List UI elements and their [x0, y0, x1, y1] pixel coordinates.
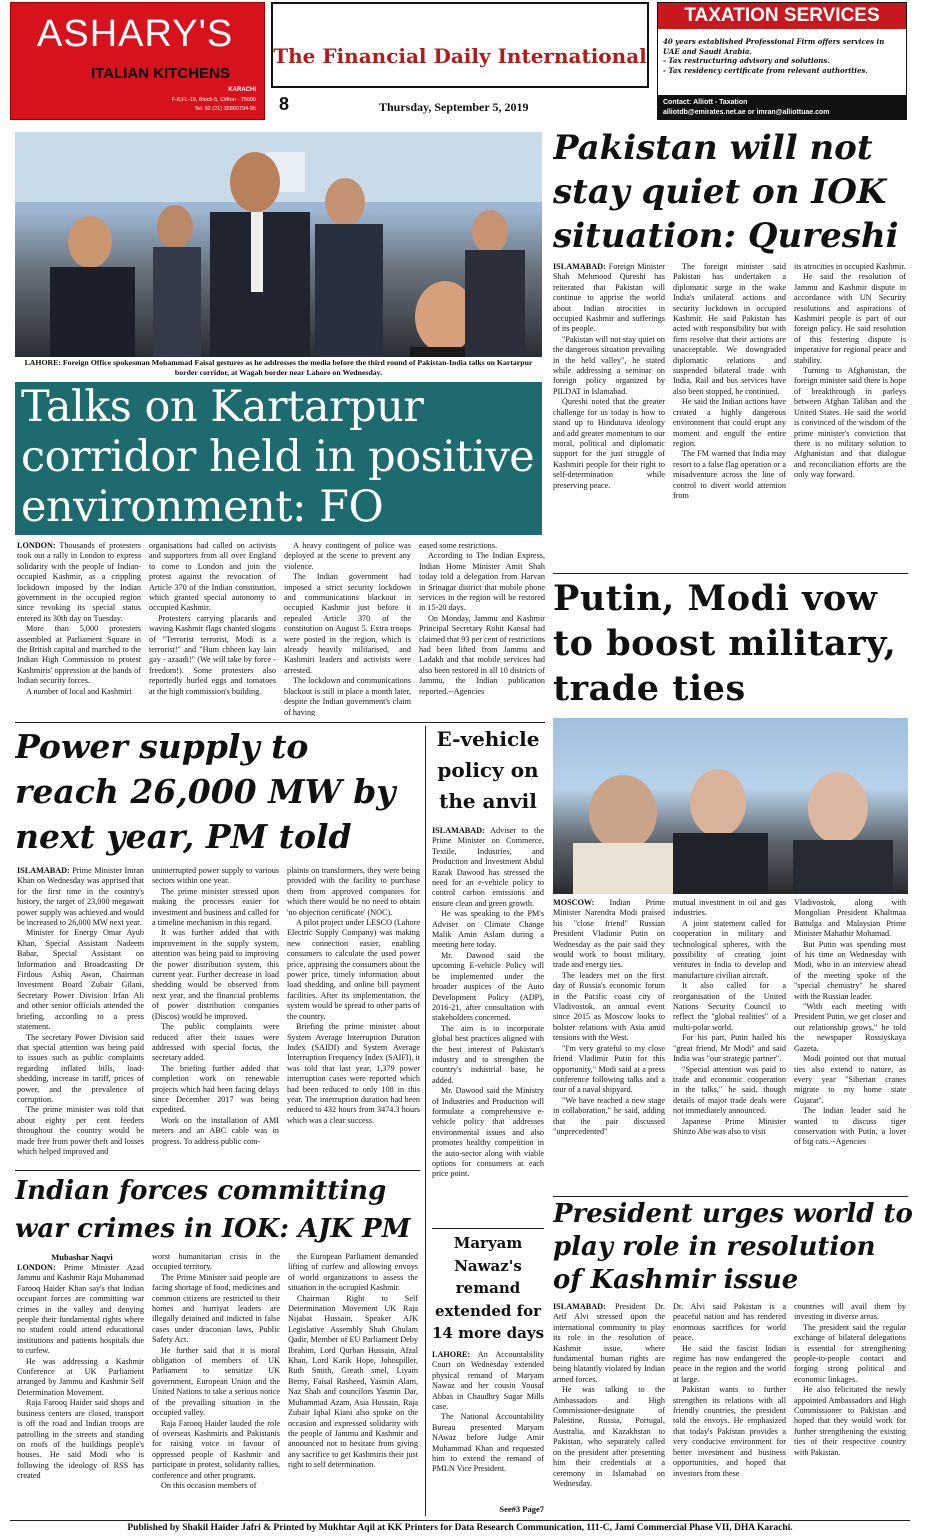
body-text: Protesters carrying placards and waving Kashmir flags chanted slogans of "Terrorist terrorist, Modi is a terrorist!" and "Hum chheen kay lain gay - azaadi!" (We will take by force - freedom!). Some protesters also reportedly hurled eggs and tomatoes at the high commission's building.: [149, 613, 276, 696]
evehicle-headline: E-vehicle policy on the anvil: [436, 727, 540, 813]
body-text: "We have reached a new stage in collaboration," he said, adding that the pair discussed "unprecedented": [553, 1095, 665, 1136]
ajk-byline: Mubashar Naqvi: [51, 1252, 113, 1262]
body-text: Mr. Dawood said the upcoming E-vehicle Policy will be implemented under the broader auspices of the Auto Development Policy (ADP), 2016-21, after consultation with stakeholders concerned.: [432, 950, 544, 1023]
body-text: The briefing further added that completion work on renewable projects which had been facing delays since December 2017 was being expedited.: [152, 1063, 279, 1115]
dateline: ISLAMABAD:: [432, 826, 485, 835]
body-text: It was further added that with improvement in the supply system, attention was being paid to improving the power distribution system, this current year. Further decrease in load shedding would be observed from next year, and the financial problems of power distribution companies (Discos) would be improved.: [152, 928, 279, 1021]
body-text: The lockdown and communications blackout is still in place a month later, despite the Indian government's claim of having: [284, 676, 411, 716]
rule: [432, 1228, 544, 1229]
kartarpur-photo-figures: [15, 132, 542, 357]
body-text: President Dr. Arif Alvi stressed upon the international community to play its role in the resolution of Kashmir issue, where fundamental human rights are being blatantly violated by Indian armed forces.: [553, 1302, 665, 1384]
body-text: More than 5,000 protesters assembled at Parliament Square in the British capital and marched to the Indian High Commission to protest Kashmiris' oppression at the hands of Indian security forces.: [17, 624, 141, 686]
body-text: On this occasion members of: [161, 1480, 257, 1490]
president-headline: President urges world to play role in resolution of Kashmir issue: [553, 1199, 913, 1295]
rule: [553, 573, 908, 574]
body-text: Prime Minister Azad Jammu and Kashmir Raja Muhammad Farooq Haider Khan say's that Indian occupant forces are committing war crimes in the valley and denying people their fundamental rights where no student could attend educational institutions and patients hospitals due to curfew.: [17, 1263, 144, 1356]
body-text: But Putin was spending most of his time on Wednesday with Modi, who in an interview ahead of the meeting spoke of the "special chemistry" he shared with the Russian leader.: [794, 939, 906, 1001]
president-col2: [673, 1302, 786, 1518]
rule: [15, 1170, 420, 1171]
body-text: organisations had called on activists and supporters from all over England to come to London and join the protest against the revocation of Article 370 of the Indian constitution, which granted special autonomy to occupied Kashmir.: [149, 541, 276, 613]
body-text: uninterrupted power supply to various sectors within one year.: [152, 866, 279, 886]
kartarpur-col3: [284, 541, 411, 716]
body-text: plaints on transformers, they were being provided with the facility to purchase them from approved companies for which there would be no need to obtain 'no objection certificate' (NOC).: [287, 866, 420, 917]
body-text: The FM warned that India may resort to a false flag operation or a misadventure across the line of control to divert world attention from: [673, 449, 786, 500]
dateline: MOSCOW:: [553, 898, 595, 907]
president-col1: [553, 1302, 665, 1518]
ashary-tel: Tel: 92 (21) 35860794-95: [194, 106, 256, 112]
body-text: the European Parliament demanded lifting of curfew and allowing envoys of world organizations to assess the situation in the occupied Kashmir.: [288, 1252, 418, 1293]
body-text: The foreign minister said Pakistan has undertaken a diplomatic surge in the wake India's unilateral actions and security lockdown in occupied Kashmir. He said Pakistan has acted with responsibility but with firm resolve that their actions are unacceptable. We downgraded diplomatic relations and suspended bilateral trade with India, Rail and bus services have also been stopped, he continued.: [673, 262, 786, 396]
body-text: eased some restrictions.: [419, 541, 497, 550]
kartarpur-headline: Talks on Kartarpur corridor held in positive environment: FO: [15, 382, 542, 535]
ashary-address: F-8,FL-19, Block-5, Clifton - 75600: [171, 97, 256, 103]
masthead-title: The Financial Daily International: [273, 44, 647, 68]
body-text: Work on the installation of AMI meters and an ABC cable was in progress. To address public com-: [152, 1115, 279, 1146]
body-text: Raja Farooq Haider said shops and business centers are closed, transport is off the road and Indian troops are patrolling in the streets and standing on roofs of the buildings people's houses. He said Modi who is following the ideology of RSS has created: [17, 1398, 144, 1481]
taxation-email: alliotdb@emirates.net.ae or imran@alliottuae.com: [663, 108, 830, 116]
dateline: ISLAMABAD:: [17, 866, 70, 875]
maryam-headline: Maryam Nawaz's remand extended for 14 more days: [432, 1234, 544, 1342]
body-text: He was talking to the Ambassadors and High Commissioner-designate of Palestine, Russia, Portugal, Australia, and Kazakhstan to Pakistan, who separately called on the president after presenting him their credentials at a ceremony in Islamabad on Wednesday.: [553, 1385, 665, 1488]
ashary-sub: ITALIAN KITCHENS: [91, 65, 230, 82]
qureshi-col3: [794, 262, 906, 570]
dateline: ISLAMABAD:: [553, 262, 606, 271]
putin-modi-photo-figures: [553, 718, 908, 894]
body-text: its atrocities in occupied Kashmir.: [794, 262, 906, 271]
power-col2: [152, 866, 279, 1168]
footer-rule: [10, 1520, 910, 1521]
putin-col3: [794, 898, 906, 1194]
kartarpur-photo: [15, 132, 542, 357]
taxation-line2: - Tax restructuring advisory and solutions.: [663, 56, 830, 65]
power-headline: Power supply to reach 26,000 MW by next year, PM told: [15, 727, 396, 856]
body-text: The secretary Power Division said that special attention was being paid to issues such as public complaints regarding inflated bills, load-shedding, increase in tariff, prices of power, and the prevalence of corruption.: [17, 1032, 144, 1104]
body-text: The National Accountability Bureau presented Maryam NAwaz before Judge Amir Muhammad Khan and requested him to extend the remand of PMLN Vice President.: [432, 1412, 544, 1474]
ajk-headline: Indian forces committing war crimes in IOK: AJK PM: [15, 1176, 411, 1244]
kartarpur-col4: [419, 541, 545, 716]
qureshi-col2: [673, 262, 786, 570]
body-text: He further said that it is moral obligation of members of UK Parliament to sensitize UK government, European Union and the United Nations to take a serious notice of the prevailing situation in the occupied valley.: [152, 1345, 280, 1418]
body-text: He was speaking to the PM's Adviser on Climate Change Malik Amin Aslam during a meeting here today.: [432, 909, 544, 950]
body-text: The prime minister stressed upon making the processes easier for investment and business and called for a timeline mechanism in this regard.: [152, 886, 279, 928]
body-text: Foreign Minister Shah Mehmood Qureshi has reiterated that Pakistan will continue to apprise the world about Indian atrocities in occupied Kashmir and sufferings of its people.: [553, 262, 665, 334]
body-text: "Special attention was paid to trade and economic cooperation in the talks," he said, though details of major trade deals were not immediately announced.: [673, 1064, 786, 1116]
rule: [553, 1196, 908, 1197]
body-text: A heavy contingent of police was deployed at the scene to prevent any violence.: [284, 541, 411, 571]
body-text: Minister for Energy Omar Ayub Khan, Special Assistant Nadeem Babar, Special Assistant on Information and Broadcasting Dr Firdous Ashiq Awan, Chairman Investment Board Zubair Gilani, Secretary Power Division Irfan Ali and other senior officials attended the briefing, according to a press statement.: [17, 928, 144, 1032]
body-text: The Indian leader said he wanted to discuss tiger conservation with Putin, a lover of big cats.--Agencies: [794, 1106, 906, 1147]
ajk-col1: [17, 1263, 144, 1518]
body-text: The leaders met on the first day of Russia's economic forum in the Pacific coast city of Vladivostok, an annual event since 2015 as Moscow looks to bolster relations with Asia amid tensions with the West.: [553, 970, 665, 1043]
body-text: Vladivostok, along with Mongolian President Khaltmaa Battulga and Malaysian Prime Minister Mahathir Mohamad.: [794, 898, 906, 939]
dateline: LONDON:: [17, 541, 56, 550]
body-text: He also felicitated the newly appointed Ambassadors and High Commissioner to Pakistan and hoped that they would work for further strengthening the existing ties of their respective country with Pakistan.: [794, 1385, 906, 1457]
issue-date: Thursday, September 5, 2019: [379, 100, 529, 114]
putin-headline: Putin, Modi vow to boost military, trade ties: [553, 578, 897, 709]
body-text: For his part, Putin hailed his "great friend, Mr Modi" and said India was "our strategic partner".: [673, 1033, 786, 1064]
ashary-brand: ASHARY'S: [37, 13, 234, 55]
taxation-contact: Contact: Alliott - Taxation: [663, 99, 748, 106]
power-col3: [287, 866, 420, 1168]
body-text: It also called for a reorganisation of the United Nations Security Council to reflect the "global realities" of a multi-polar world.: [673, 981, 786, 1032]
body-text: He said the Indian actions have created a highly dangerous environment that could erupt any moment and engulf the entire region.: [673, 397, 786, 448]
rule: [15, 722, 545, 723]
body-text: On Monday, Jammu and Kashmir Principal Secretary Rohit Kansal had claimed that 93 per cent of restrictions had been lifted from Jammu and Ladakh and that mobile services had also been restored in all 10 districts of Jammu, the Indian publication reported.--Agencies: [419, 613, 545, 696]
qureshi-headline: Pakistan will not stay quiet on IOK situation: Qureshi: [553, 128, 899, 256]
body-text: He said the fascist Indian regime has now endangered the peace in the region and the world at large.: [673, 1343, 786, 1384]
kartarpur-photo-caption: LAHORE: Foreign Office spokesman Mohammad Faisal gestures as he addresses the media before the third round of Pakistan-India talks on Kartarpur border corridor, at Wagah border near Lahore on Wednesday.: [24, 358, 533, 377]
body-text: "Pakistan will not stay quiet on the dangerous situation prevailing in the held valley", he stated while addressing a seminar on foreign policy organized by PILDAT in Islamabad.: [553, 334, 665, 396]
body-text: Chairman Right to Self Determination Movement UK Raja Nijabat Hussain, Speaker AJK Legislative Assembly Shah Ghulam Qadir, Member of EU Parliament Deby Ibrahim, Lord Qurban Hussain, Afzal Khan, Lord Karik Hope, Johnspiller, Ruth Smith, Greath smel, Liyam Berny, Faisal Rasheed, Yasmin Alam, Naz Shah and councilors Yasmin Dar, Muhammad Azam, Asia Hussain, Raja Zubair Iqbal Kiani also spoke on the occasion and expressed solidarity with the people of Jammu and Kashmir and announced not to hesitate from giving any sacrifice to get Kashmiris their just right to self determination.: [288, 1293, 418, 1470]
column-rule: [425, 726, 426, 1516]
body-text: The aim is to incorporate global best practices aligned with the best interest of Pakistan's industry and to strengthen the country's industrial base, he added.: [432, 1023, 544, 1085]
body-text: Raja Farooq Haider lauded the role of overseas Kashmiris and Pakistanis for raising voice in favour of oppressed people of Kashmir and participate in protest, solidarity rallies, conference and other programs.: [152, 1418, 280, 1480]
putin-modi-photo: [553, 718, 908, 894]
dateline: LAHORE:: [432, 1350, 471, 1359]
ashary-ad: [10, 2, 265, 120]
body-text: The president said the regular exchange of bilateral delegations is essential for strengthening people-to-people contact and forging strong political and economic linkages.: [794, 1322, 906, 1384]
body-text: Briefing the prime minister about System Average Interruption Duration Index (SAIDI) and System Average Interruption Frequency Index (SAIFI), it was told that last year, 1,379 power interruption cases were reported which had been reduced to only 108 in this year. The interruption duration had been reduced to 432 hours from 3474.3 hours which was a clear success.: [287, 1022, 420, 1125]
maryam-col: [432, 1350, 544, 1502]
kartarpur-col1: [17, 541, 141, 716]
body-text: Qureshi noted that the greater challenge for us today is how to stand up to Hindutava ideology and add greater momentum to our moral, political and diplomatic support for the just struggle of Kashmiri people for their right to self-determination while preserving peace.: [553, 397, 665, 490]
putin-col1: [553, 898, 665, 1194]
body-text: Indian Prime Minister Narendra Modi praised his "close friend" Russian President Vladimir Putin on Wednesday as the pair said they would work to boost military, trade and energy ties.: [553, 898, 665, 970]
imprint-footer: Published by Shakil Haider Jafri & Printed by Mukhtar Aqil at KK Printers for Data Research Communication, 111-C, Jami Commercial Phase VII, DHA Karachi.: [127, 1523, 793, 1533]
taxation-ad: [657, 2, 907, 120]
body-text: Prime Minister Imran Khan on Wednesday was apprised that for the first time in the country's history, the target of 23,000 megawatt power supply was achieved and would be increased to 26,000 MW next year.: [17, 866, 144, 928]
page-number: 8: [279, 94, 290, 114]
body-text: "With each meeting with President Putin, we get closer and our relationship grows," he told the newspaper Rossiyskaya Gazeta.: [794, 1002, 906, 1053]
body-text: mutual investment in oil and gas industries.: [673, 898, 786, 918]
body-text: The Prime Minister said people are facing shortage of food, medicines and common citizens are restricted to their homes and hurriyat leaders are illegally detained and indicted in false cases under draconian laws, Public Safety Act.: [152, 1272, 280, 1345]
body-text: Modi pointed out that mutual ties also extend to nature, as every year "Siberian cranes migrate to my home state Gujarat".: [794, 1054, 906, 1105]
body-text: He was addressing a Kashmir Conference at UK Parliament arranged by Jammu and Kashmir Self Determination Movement.: [17, 1356, 144, 1397]
body-text: Pakistan wants to further strengthen its relations with all friendly countries, the president told the envoys. He emphasized that today's Pakistan provides a very conducive environment for better investment and business opportunities, and hoped that investors from these: [673, 1385, 786, 1478]
body-text: The prime minister was told that about eighty per cent feeders throughout the country would be made free from power theft and losses which helped improved and: [17, 1105, 144, 1156]
body-text: countries will avail them by investing in diverse areas.: [794, 1302, 906, 1322]
body-text: Dr. Alvi said Pakistan is a peaceful nation and has rendered enormous sacrifices for world peace.: [673, 1302, 786, 1343]
president-col3: [794, 1302, 906, 1518]
body-text: A joint statement called for cooperation in military and technological spheres, with the possibility of creating joint ventures in India to develop and manufacture civilian aircraft.: [673, 918, 786, 980]
kartarpur-col2: [149, 541, 276, 716]
power-col1: [17, 866, 144, 1168]
taxation-line3: - Tax residency certificate from relevant authorities.: [663, 65, 868, 75]
putin-col2: [673, 898, 786, 1194]
body-text: Adviser to the Prime Minister on Commerce, Textile, Industries, and Production and Investment Abdul Razak Dawood has stressed the need for an e-vehicle policy to control carbon emissions and ensure clean and green growth.: [432, 826, 544, 908]
ajk-col2: [152, 1252, 280, 1518]
taxation-text: [663, 37, 901, 75]
body-text: "I'm very grateful to my close friend Vladimir Putin for this opportunity," Modi said at a press conference following talks and a tour of a naval shipyard.: [553, 1043, 665, 1095]
body-text: Japanese Prime Minister Shinzo Abe was also to visit: [673, 1116, 786, 1136]
maryam-jump: See#3 Page7: [499, 1504, 544, 1514]
body-text: An Accountability Court on Wednesday extended physical remand of Maryam Nawaz and her cousin Yousaf Abbas in Chaudhry Sugar Mills case.: [432, 1350, 544, 1412]
dateline: LONDON:: [17, 1263, 56, 1272]
taxation-line1: 40 years established Professional Firm offers services in UAE and Saudi Arabia.: [663, 37, 885, 56]
body-text: Thousands of protesters took out a rally in London to express solidarity with the people of Indian-occupied Kashmir, as a crippling lockdown imposed by the Indian government in the occupied region since revoking its special status entered its 30th day on Tuesday.: [17, 541, 141, 623]
body-text: Turning to Afghanistan, the foreign minister said there is hope of breakthrough in parleys between Afghan Taliban and the United States. He said the world is convinced of the wisdom of the prime minister's conviction that there is no military solution to Afghanistan and that dialogue and reconciliation efforts are the only way forward.: [794, 366, 906, 480]
dateline: ISLAMABAD:: [553, 1302, 606, 1311]
ajk-col3: [288, 1252, 418, 1518]
body-text: According to The Indian Express, Indian Home Minister Amit Shah today told a delegation from Harvan in Srinagar district that mobile phone services in the region will be restored in 15-20 days.: [419, 551, 545, 613]
body-text: The Indian government had imposed a strict security lockdown and communications blackout in occupied Kashmir just before it repealed Article 370 of the constitution on August 5. Extra troops were posted in the region, which is already heavily militarised, and Kashmiri leaders and activists were arrested.: [284, 572, 411, 675]
body-text: The public complaints were reduced after their issues were addressed with special focus, the secretary added.: [152, 1022, 279, 1063]
body-text: He said the resolution of Jammu and Kashmir dispute in accordance with UN Security resolutions and aspirations of Kashmiri people is part of our foreign policy. He said resolution of this festering dispute is imperative for regional peace and stability.: [794, 272, 906, 365]
body-text: Mr. Dawood said the Ministry of Industries and Production will formulate a comprehensive e-vehicle policy that addresses environmental issues and also promotes healthy competition in the auto-sector along with viable options for consumers at each price point.: [432, 1086, 544, 1179]
body-text: A number of local and Kashmiri: [26, 686, 132, 696]
evehicle-col: [432, 826, 544, 1226]
body-text: A pilot project under LESCO (Lahore Electric Supply Company) was making new connection easier, enabling consumers to calculate the used power price, apprising the consumers about the power price, timely information about load shedding, and online bill payment facilities. After its implementation, the system would be spread to other parts of the country.: [287, 918, 420, 1021]
taxation-title: TAXATION SERVICES: [658, 3, 906, 29]
body-text: worst humanitarian crisis in the occupied territory.: [152, 1252, 280, 1272]
masthead: [271, 2, 649, 120]
taxation-contact-bar: [658, 95, 906, 120]
ashary-city: KARACHI: [228, 87, 256, 93]
qureshi-col1: [553, 262, 665, 570]
